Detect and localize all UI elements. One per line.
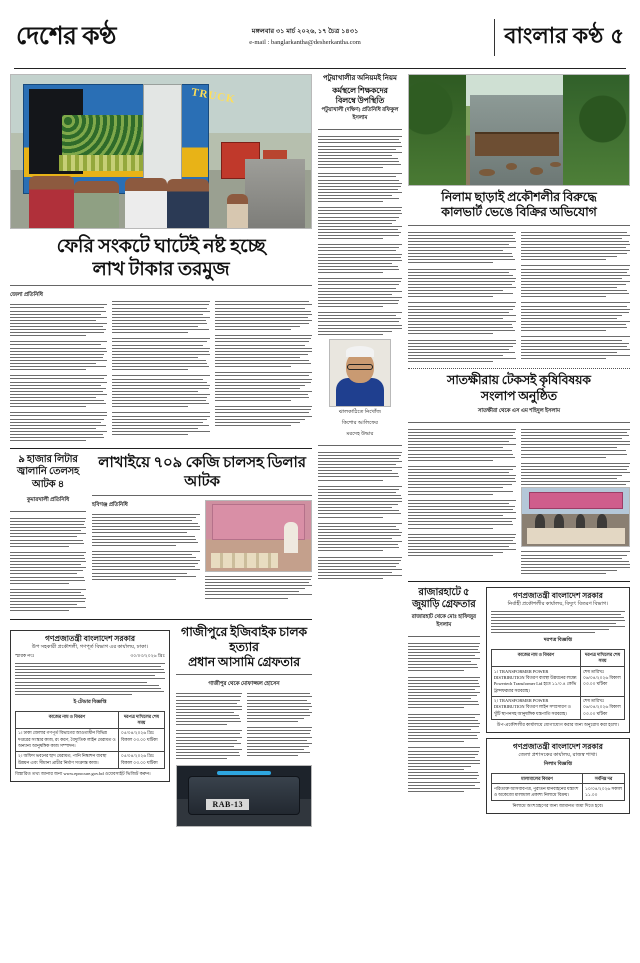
ad-right-1-r1c1: ১। TRANSFORMER POWER DISTRIBUTION বিতরণ ব্যবস্থা উন্নয়নের লক্ষ্যে Powertech Transformer Ltd হতে ১১/০.৪ কেভি ট্রান্সফরমার সরবরাহ। xyxy=(491,667,580,697)
portrait-caption-1: ঝালকাঠিতে নিখোঁজ xyxy=(338,408,382,415)
masthead-right-title: বাংলার কণ্ঠ xyxy=(504,23,604,48)
bottom-right-headline-1: রাজারহাটে ৫ xyxy=(418,587,470,599)
ad-right-2-notice-title: নিলাম বিজ্ঞপ্তি xyxy=(543,762,572,768)
masthead-left-title: দেশের কণ্ঠ xyxy=(16,23,116,50)
lead-body xyxy=(10,290,312,443)
right-mid-col2 xyxy=(521,427,630,576)
ad-right-1-r2c2: শেষ তারিখঃ ০৬/০৪/২০২৬ বিকাল ০৩.০০ ঘটিকা xyxy=(580,696,624,719)
left-small-story xyxy=(10,454,86,613)
mid-small-story xyxy=(92,454,312,613)
col3-headline-1: কর্মস্থলে শিক্ষকদের xyxy=(332,85,388,95)
ad-right-1-office: নির্বাহী প্রকৌশলীর কার্যালয়, বিদ্যুৎ বিতরণ বিভাগ। xyxy=(507,601,609,608)
ad-right-2-footer: নিলামে অংশগ্রহণের জন্য জামানত জমা দিতে হবে। xyxy=(512,803,604,809)
ad-left-th-1: কাজের নাম ও বিবরণ xyxy=(16,712,119,729)
lead-byline: জেলা প্রতিনিধি xyxy=(10,292,43,299)
bottom-mid-body-col1 xyxy=(176,691,242,761)
lead-body-col1 xyxy=(10,302,107,441)
right-top-headline-1: নিলাম ছাড়াই প্রকৌশলীর বিরুদ্ধে xyxy=(441,190,597,204)
left-small-headline-1: ৯ হাজার লিটার xyxy=(18,454,78,466)
bottom-mid-headline-2: প্রধান আসামি গ্রেফতার xyxy=(188,655,300,670)
masthead-dateline-block xyxy=(241,27,369,47)
road-collapse-photo xyxy=(408,74,630,186)
page-grid xyxy=(10,74,630,827)
dateline: মঙ্গলবার ৩১ মার্চ ২০২৬, ১৭ চৈত্র ১৪৩১ xyxy=(251,28,359,36)
ad-right-2-r1c2: ১০/০৪/২০২৬ সকাল ১১.০০ xyxy=(583,784,625,801)
mid-small-headline: লাখাইয়ে ৭০৯ কেজি চালসহ ডিলার আটক xyxy=(98,455,306,490)
ad-right-2-gov-title: গণপ্রজাতন্ত্রী বাংলাদেশ সরকার xyxy=(512,741,603,751)
lead-body-col3 xyxy=(215,290,312,425)
ad-left-office: উপ সহকারী প্রকৌশলী, গণপূর্ত বিভাগ এর কার্যালয়, ঢাকা। xyxy=(31,643,149,650)
lead-region xyxy=(10,74,312,827)
portrait-caption-2: কিশোর আলিফের xyxy=(341,420,378,427)
truck-side-lettering: TRUCK xyxy=(190,86,237,107)
second-band xyxy=(10,454,312,613)
ad-left-r1c1: ১। ঢাকা জেলার গণপূর্ত বিভাগের আওতাধীন বিভিন্ন দপ্তরের সংস্কার কাজ, রং করণ, বৈদ্যুতিক লাইন মেরামত ও অন্যান্য আনুষঙ্গিক কাজ সম্পাদন। xyxy=(16,728,119,751)
left-small-headline-2: জ্বালানি তেলসহ xyxy=(16,466,80,478)
ad-left-wrap xyxy=(10,625,170,828)
ad-left-r2c1: ২। অফিস ভবনের ছাদ মেরামত, পানি নিষ্কাশন ব্যবস্থা উন্নয়ন এবং সীমানা প্রাচীর নির্মাণ সংক্রান্ত কাজ। xyxy=(16,751,119,768)
masthead xyxy=(10,12,630,65)
ad-left-date: ৩০/০৩/২০২৬ খ্রিঃ xyxy=(130,652,165,658)
ad-right-1-table xyxy=(491,649,625,719)
lead-headline-line1: ফেরি সংকটে ঘাটেই নষ্ট হচ্ছে xyxy=(56,236,266,257)
bottom-right-byline: রাজারহাট থেকে মোঃ হাফিজুর ইসলাম xyxy=(411,613,476,628)
mid-small-body-col1 xyxy=(92,512,200,580)
col3-body-mid xyxy=(318,450,402,580)
conference-photo xyxy=(521,487,630,547)
ad-right-1-th-1: কাজের নাম ও বিবরণ xyxy=(491,650,580,667)
email-line: e-mail : banglarkantha@desherkantha.com xyxy=(249,38,361,46)
ad-right-1-r2c1: ২। TRANSFORMER POWER DISTRIBUTION বিতরণ লাইন সম্প্রসারণ ও খুঁটি স্থাপনসহ আনুষঙ্গিক যন্ত্রপাতি সরবরাহ। xyxy=(491,696,580,719)
ad-right-1-r1c2: শেষ তারিখঃ ০৬/০৪/২০২৬ বিকাল ০৩.০০ ঘটিকা xyxy=(580,667,624,697)
right-ads-wrap xyxy=(486,587,630,814)
ad-left-notice-title: ই-টেন্ডার বিজ্ঞপ্তি xyxy=(73,700,107,705)
ad-right-2-r1c1: পরিত্যক্ত আসবাবপত্র, পুরাতন যানবাহনের যন্ত্রাংশ ও অকেজো মালামাল প্রকাশ্য নিলামে বিক্রয়। xyxy=(491,784,582,801)
ad-right-2 xyxy=(486,738,630,814)
column-3 xyxy=(318,74,402,827)
left-small-body xyxy=(10,516,86,612)
ad-right-2-th-1: মালামালের বিবরণ xyxy=(491,774,582,784)
right-mid-byline: সাতক্ষীরা থেকে এস এম শহিদুল ইসলাম xyxy=(477,407,560,414)
ad-right-1 xyxy=(486,587,630,732)
gazipur-story xyxy=(176,625,312,828)
rab-vehicle-photo xyxy=(176,765,312,827)
table-row xyxy=(16,751,165,768)
ad-left-gov-title: গণপ্রজাতন্ত্রী বাংলাদেশ সরকার xyxy=(44,633,136,643)
bottom-right-headline-2: জুয়াড়ি গ্রেফতার xyxy=(412,599,476,611)
ad-left xyxy=(10,630,170,782)
col3-byline: পটুয়াখালী (দক্ষিণ) প্রতিনিধি রফিকুল ইসলাম xyxy=(321,107,399,122)
right-top-body xyxy=(408,230,630,365)
bottom-mid-headline-1: গাজীপুরে ইজিবাইক চালক হত্যার xyxy=(181,624,307,654)
ad-left-memo: স্মারক নংঃ xyxy=(15,652,35,658)
ad-left-table xyxy=(15,711,165,769)
lead-headline-line2: লাখ টাকার তরমুজ xyxy=(92,259,230,281)
col3-body-top xyxy=(318,134,402,335)
ad-right-2-table xyxy=(491,773,625,801)
right-top-body-col1 xyxy=(408,230,517,365)
bottom-mid-byline: গাজীপুর থেকে মোফাজ্জল হোসেন xyxy=(208,681,280,688)
right-mid-headline-2: সংলাপ অনুষ্ঠিত xyxy=(480,388,557,403)
right-region xyxy=(408,74,630,827)
ad-right-1-th-2: দরপত্র দাখিলের শেষ সময় xyxy=(580,650,624,667)
right-mid-body-col2b xyxy=(521,549,630,574)
bottom-right-body xyxy=(408,641,480,792)
right-mid-body-col1 xyxy=(408,427,517,576)
right-top-headline-2: কালভার্ট ভেঙে বিক্রির অভিযোগ xyxy=(441,205,597,220)
ad-left-r1c2: ০৫/০৪/২০২৬ খ্রিঃ বিকাল ০৩.০০ ঘটিকা xyxy=(118,728,164,751)
table-row xyxy=(491,784,624,801)
mid-small-photo xyxy=(205,500,313,572)
bottom-right-band xyxy=(408,587,630,814)
col3-headline-2: বিলম্বে উপস্থিতি xyxy=(335,95,385,105)
ad-right-1-footer: উপ-প্রকৌশলীর কার্যালয়ে যোগাযোগ করার জন্য অনুরোধ করা হলো। xyxy=(496,721,619,727)
vehicle-marking: RAB-13 xyxy=(206,799,249,810)
left-small-byline: কুমারখালী প্রতিনিধি xyxy=(26,496,70,503)
left-small-headline-3: আটক ৪ xyxy=(31,478,65,490)
rajarhat-story xyxy=(408,587,480,814)
masthead-right-block xyxy=(494,19,624,56)
col3-kicker: পটুয়াখালীর অনিয়মই নিয়ম xyxy=(322,74,397,82)
lead-body-col2 xyxy=(112,290,209,435)
bottom-mid-body-col2 xyxy=(247,691,313,761)
mid-small-body-col2 xyxy=(205,574,313,599)
right-top-body-col2 xyxy=(521,230,630,365)
portrait-caption-3: মরদেহ উদ্ধার xyxy=(346,431,374,438)
page-number: ৫ xyxy=(610,24,624,48)
right-mid-body-col2 xyxy=(521,427,630,486)
ad-left-footer: বিস্তারিত তথ্য জানার জন্য www.eprocure.gov.bd ওয়েবসাইট ভিজিট করুন। xyxy=(15,770,151,776)
ad-right-1-notice-title: দরপত্র বিজ্ঞপ্তি xyxy=(543,638,573,644)
lead-photo xyxy=(10,74,312,229)
ad-right-1-gov-title: গণপ্রজাতন্ত্রী বাংলাদেশ সরকার xyxy=(512,591,603,601)
ad-left-r2c2: ০৫/০৪/২০২৬ খ্রিঃ বিকাল ০৩.০০ ঘটিকা xyxy=(118,751,164,768)
portrait-photo xyxy=(329,339,391,407)
right-mid-body xyxy=(408,427,630,576)
ad-left-th-2: দরপত্র দাখিলের শেষ সময় xyxy=(118,712,164,729)
ad-right-2-office: জেলা প্রশাসকের কার্যালয়, রাজস্ব শাখা। xyxy=(518,751,598,758)
ad-right-2-th-2: সর্বনিম্ন দর xyxy=(583,774,625,784)
masthead-rule xyxy=(14,68,626,69)
right-mid-headline-1: সাতক্ষীরায় টেকসই কৃষিবিষয়ক xyxy=(447,373,591,388)
third-band xyxy=(10,625,312,828)
table-row xyxy=(16,728,165,751)
table-row xyxy=(491,696,624,719)
table-row xyxy=(491,667,624,697)
mid-small-byline: হবিগঞ্জ প্রতিনিধি xyxy=(92,501,128,508)
